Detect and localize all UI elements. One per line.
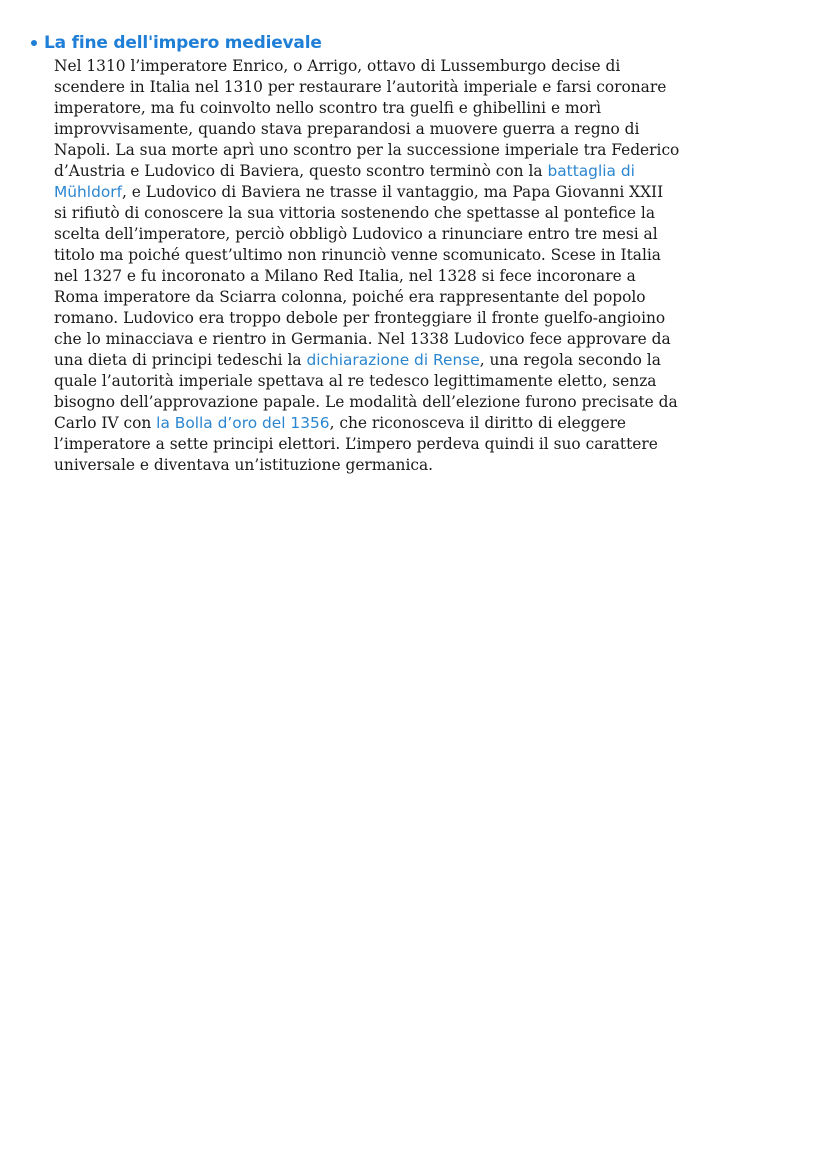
text-line: romano. Ludovico era troppo debole per fronteggiare il fronte guelfo-angioino [54,309,666,327]
text-line: quale l’autorità imperiale spettava al re tedesco legittimamente eletto, senza [54,372,657,390]
text-line: improvvisamente, quando stava preparandosi a muovere guerra a regno di [54,120,640,138]
text-line: nel 1327 e fu incoronato a Milano Red Italia, nel 1328 si fece incoronare a [54,267,636,285]
text-line: si rifiutò di conoscere la sua vittoria sostenendo che spettasse al pontefice la [54,204,656,222]
text-line: scendere in Italia nel 1310 per restaurare l’autorità imperiale e farsi coronare [54,78,667,96]
section-heading [31,33,322,53]
text-line: l’imperatore a sette principi elettori. L’impero perdeva quindi il suo carattere [54,435,658,453]
text-line: Carlo IV con la Bolla d’oro del 1356, che riconosceva il diritto di eleggere [54,414,627,432]
link-battaglia-di-muhldorf-cont[interactable]: Mühldorf [54,183,122,201]
body-paragraph [54,56,754,476]
link-bolla-doro[interactable]: la Bolla d’oro del 1356 [156,414,330,432]
text-line: bisogno dell’approvazione papale. Le modalità dell’elezione furono precisate da [54,393,678,411]
link-dichiarazione-di-rense[interactable]: dichiarazione di Rense [306,351,480,369]
section-title: La fine dell'impero medievale [44,33,322,53]
text-line: Napoli. La sua morte aprì uno scontro per la successione imperiale tra Federico [54,141,680,159]
bullet-icon [31,40,37,46]
text-line: Mühldorf, e Ludovico di Baviera ne trasse il vantaggio, ma Papa Giovanni XXII [54,183,664,201]
text-line: una dieta di principi tedeschi la dichiarazione di Rense, una regola secondo la [54,351,661,369]
text-line: Nel 1310 l’imperatore Enrico, o Arrigo, ottavo di Lussemburgo decise di [54,57,621,75]
text-line: universale e diventava un’istituzione germanica. [54,456,434,474]
text-line: titolo ma poiché quest’ultimo non rinunciò venne scomunicato. Scese in Italia [54,246,661,264]
text-line: scelta dell’imperatore, perciò obbligò Ludovico a rinunciare entro tre mesi al [54,225,658,243]
link-battaglia-di-muhldorf[interactable]: battaglia di [547,162,635,180]
text-line: imperatore, ma fu coinvolto nello scontro tra guelfi e ghibellini e morì [54,99,602,117]
text-line: d’Austria e Ludovico di Baviera, questo scontro terminò con la battaglia di [54,162,635,180]
text-line: che lo minacciava e rientro in Germania. Nel 1338 Ludovico fece approvare da [54,330,671,348]
text-line: Roma imperatore da Sciarra colonna, poiché era rappresentante del popolo [54,288,646,306]
